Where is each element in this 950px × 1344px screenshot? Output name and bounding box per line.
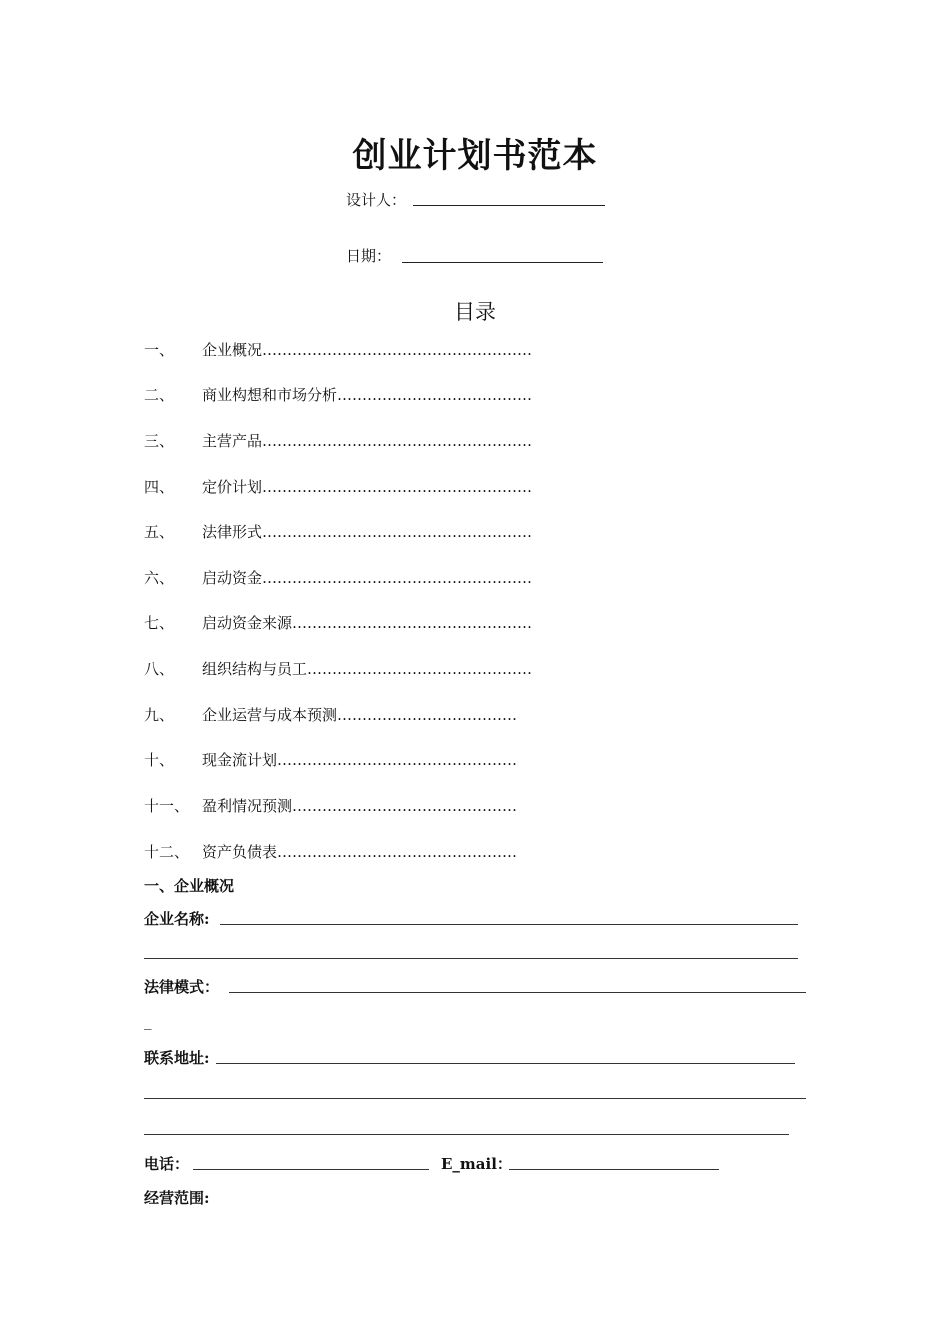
toc-item-leader: …………………………………	[337, 386, 533, 404]
toc-heading: 目录	[454, 300, 496, 324]
company-name-line	[220, 924, 798, 925]
toc-item	[144, 841, 517, 862]
toc-item-leader: ………………………………………………	[262, 341, 533, 359]
toc-item-leader: ………………………………………………	[262, 478, 533, 496]
toc-item-label: 资产负债表	[202, 843, 278, 861]
toc-item-number: 八、	[144, 660, 175, 678]
toc-item-number: 五、	[144, 523, 175, 541]
toc-item-label: 法律形式	[202, 523, 263, 541]
toc-item	[144, 476, 532, 497]
toc-item	[144, 749, 517, 770]
toc-item	[144, 430, 532, 451]
toc-item-leader: ………………………………………	[292, 797, 518, 815]
toc-item	[144, 658, 532, 679]
toc-item-leader: ………………………………………………	[262, 569, 533, 587]
toc-item	[144, 704, 517, 725]
toc-item-number: 一、	[144, 341, 175, 359]
toc-item-label: 启动资金	[202, 569, 263, 587]
email-line	[509, 1169, 719, 1170]
address-label: 联系地址:	[144, 1049, 210, 1067]
toc-item	[144, 384, 532, 405]
toc-item-number: 十、	[144, 751, 175, 769]
toc-item	[144, 521, 532, 542]
toc-item-label: 主营产品	[202, 432, 263, 450]
toc-item-number: 七、	[144, 614, 175, 632]
stray-underscore: _	[144, 1012, 152, 1030]
designer-field	[346, 189, 406, 210]
toc-item-leader: ………………………………………………	[262, 432, 533, 450]
date-field	[346, 245, 391, 266]
toc-item-label: 启动资金来源	[202, 614, 293, 632]
toc-item	[144, 795, 517, 816]
toc-item	[144, 339, 532, 360]
toc-item-leader: ………………………………………………	[262, 523, 533, 541]
toc-item-number: 二、	[144, 386, 175, 404]
toc-item-number: 九、	[144, 706, 175, 724]
toc-item-leader: …………………………………………	[292, 614, 533, 632]
toc-item-label: 企业运营与成本预测	[202, 706, 338, 724]
toc-item	[144, 567, 532, 588]
phone-line	[193, 1169, 429, 1170]
toc-item-label: 企业概况	[202, 341, 263, 359]
business-scope-label: 经营范围:	[144, 1189, 210, 1207]
toc-item-label: 现金流计划	[202, 751, 278, 769]
toc-item-label: 盈利情况预测	[202, 797, 293, 815]
toc-item-number: 六、	[144, 569, 175, 587]
toc-item-label: 定价计划	[202, 478, 263, 496]
phone-label: 电话：	[144, 1155, 190, 1173]
date-underline	[402, 262, 603, 263]
toc-item-leader: …………………………………………	[277, 843, 518, 861]
toc-item-number: 十二、	[144, 843, 190, 861]
toc-item-leader: …………………………………………	[277, 751, 518, 769]
toc-item-number: 四、	[144, 478, 175, 496]
address-line-2	[144, 1098, 806, 1099]
email-label: E_mail：	[441, 1155, 512, 1173]
designer-label: 设计人：	[346, 191, 407, 209]
legal-form-line	[229, 992, 806, 993]
legal-form-label: 法律模式：	[144, 978, 220, 996]
toc-item-label: 商业构想和市场分析	[202, 386, 338, 404]
toc-item-leader: ………………………………………	[307, 660, 533, 678]
toc-item-label: 组织结构与员工	[202, 660, 308, 678]
section-heading: 一、企业概况	[144, 877, 235, 895]
toc-item-leader: ………………………………	[337, 706, 518, 724]
designer-underline	[413, 205, 605, 206]
document-title: 创业计划书范本	[352, 136, 598, 176]
date-label: 日期：	[346, 247, 392, 265]
address-line	[216, 1063, 795, 1064]
company-name-line-2	[144, 958, 798, 959]
toc-item-number: 三、	[144, 432, 175, 450]
address-line-3	[144, 1134, 789, 1135]
company-name-label: 企业名称:	[144, 910, 210, 928]
toc-item-number: 十一、	[144, 797, 190, 815]
toc-item	[144, 612, 532, 633]
